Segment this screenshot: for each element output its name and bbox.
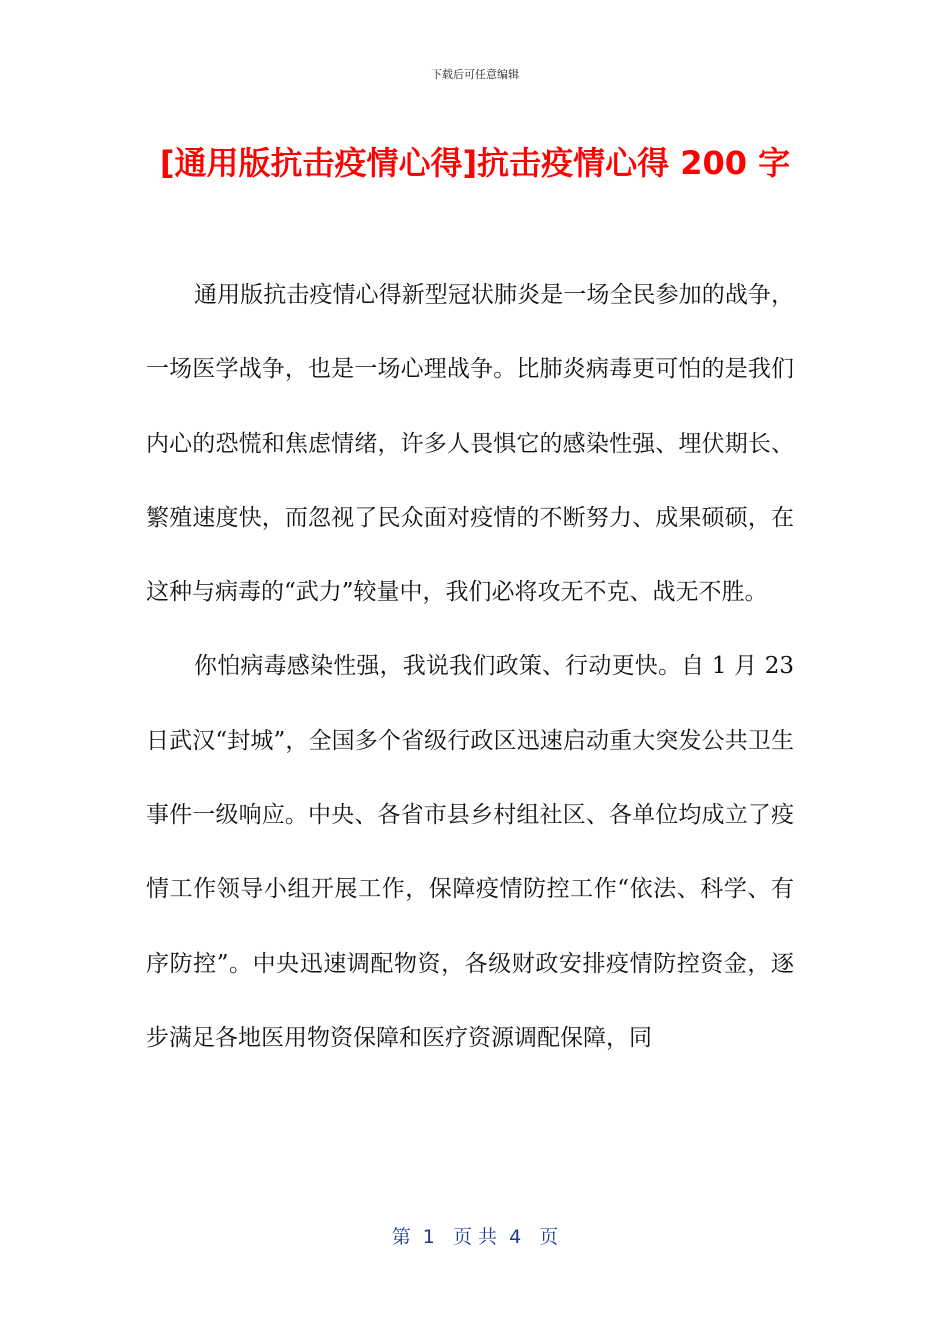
body-paragraph: 通用版抗击疫情心得新型冠状肺炎是一场全民参加的战争，一场医学战争，也是一场心理战争。比肺炎病毒更可怕的是我们内心的恐慌和焦虑情绪，许多人畏惧它的感染性强、埋伏期长、繁殖速度快，而忽视了民众面对疫情的不断努力、成果硕硕，在这种与病毒的“武力”较量中，我们必将攻无不克、战无不胜。 — [146, 282, 794, 606]
document-body — [146, 258, 794, 1075]
page-footer: 第 1 页 共 4 页 — [391, 1226, 559, 1248]
body-paragraph: 你怕病毒感染性强，我说我们政策、行动更快。自 1 月 23 日武汉“封城”，全国多个省级行政区迅速启动重大突发公共卫生事件一级响应。中央、各省市县乡村组社区、各单位均成立了疫情工作领导小组开展工作，保障疫情防控工作“依法、科学、有序防控”。中央迅速调配物资，各级财政安排疫情防控资金，逐步满足各地医用物资保障和医疗资源调配保障，同 — [146, 653, 794, 1051]
document-title: [通用版抗击疫情心得]抗击疫情心得 200 字 — [159, 144, 791, 182]
header-note: 下载后可任意编辑 — [431, 68, 519, 81]
